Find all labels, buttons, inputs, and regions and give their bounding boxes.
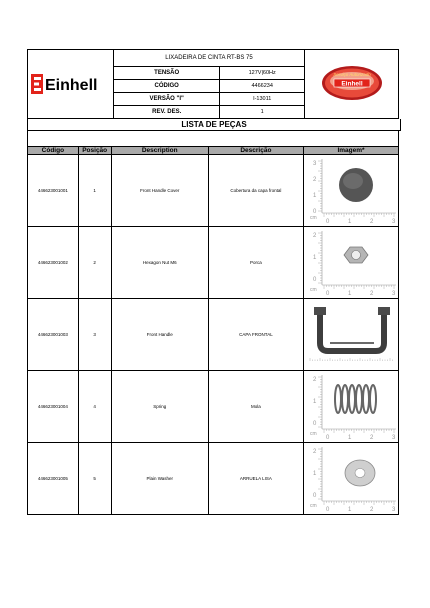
table-row <box>28 299 399 371</box>
part-description-en: Front Handle Cover <box>111 155 208 227</box>
header-table <box>27 49 399 119</box>
part-description-pt: Porca <box>208 227 303 299</box>
parts-header-row <box>28 147 399 155</box>
version-value: I-13011 <box>220 92 305 105</box>
logo-wordmark: Einhell <box>44 77 97 94</box>
svg-text:0: 0 <box>325 435 330 441</box>
svg-text:cm: cm <box>309 287 317 293</box>
svg-text:1: 1 <box>312 255 317 261</box>
svg-text:2: 2 <box>312 449 317 455</box>
svg-text:cm: cm <box>309 503 317 509</box>
cover-part-image <box>304 155 398 225</box>
voltage-label: TENSÃO <box>114 66 220 79</box>
svg-text:3: 3 <box>391 435 396 441</box>
logo-cell <box>28 50 114 119</box>
product-title: LIXADEIRA DE CINTA RT-BS 75 <box>114 50 305 67</box>
part-description-en: Spring <box>111 371 208 443</box>
part-code: 446623001004 <box>28 371 79 443</box>
part-image <box>303 227 398 299</box>
part-code: 446623001005 <box>28 443 79 515</box>
part-image <box>303 299 398 371</box>
spring-image <box>304 371 398 441</box>
svg-text:cm: cm <box>309 431 317 437</box>
svg-text:1: 1 <box>347 219 352 225</box>
svg-text:2: 2 <box>312 233 317 239</box>
front-handle-image <box>304 299 398 369</box>
revision-label: REV. DES. <box>114 105 220 118</box>
table-row <box>28 371 399 443</box>
svg-text:1: 1 <box>312 193 317 199</box>
einhell-logo <box>28 50 113 118</box>
part-description-en: Front Handle <box>111 299 208 371</box>
svg-text:1: 1 <box>347 507 352 513</box>
col-position: Posição <box>78 147 111 155</box>
table-row <box>28 227 399 299</box>
version-label: VERSÃO "I" <box>114 92 220 105</box>
part-position: 1 <box>78 155 111 227</box>
revision-value: 1 <box>220 105 305 118</box>
part-description-pt: Mola <box>208 371 303 443</box>
part-description-pt: Cobertura da capa frontal <box>208 155 303 227</box>
svg-text:0: 0 <box>312 277 317 283</box>
svg-text:1: 1 <box>312 399 317 405</box>
authorized-service-badge <box>305 50 399 119</box>
svg-text:3: 3 <box>312 161 317 167</box>
part-position: 3 <box>78 299 111 371</box>
svg-text:2: 2 <box>369 435 374 441</box>
svg-text:2: 2 <box>312 377 317 383</box>
part-position: 5 <box>78 443 111 515</box>
svg-text:1: 1 <box>347 291 352 297</box>
svg-text:0: 0 <box>312 421 317 427</box>
parts-sheet <box>27 49 399 515</box>
plain-washer-image <box>304 443 398 513</box>
part-description-en: Hexagon Nut M6 <box>111 227 208 299</box>
svg-text:Einhell: Einhell <box>340 80 363 88</box>
code-value: 4466234 <box>220 79 305 92</box>
table-row <box>28 155 399 227</box>
part-position: 2 <box>78 227 111 299</box>
svg-text:3: 3 <box>391 219 396 225</box>
part-image <box>303 371 398 443</box>
svg-text:1: 1 <box>312 471 317 477</box>
svg-text:0: 0 <box>312 493 317 499</box>
col-description-pt: Descrição <box>208 147 303 155</box>
svg-text:2: 2 <box>369 219 374 225</box>
col-description-en: Description <box>111 147 208 155</box>
part-code: 446623001002 <box>28 227 79 299</box>
svg-text:0: 0 <box>325 291 330 297</box>
hex-nut-image <box>304 227 398 297</box>
part-description-en: Plain Washer <box>111 443 208 515</box>
svg-text:2: 2 <box>312 177 317 183</box>
parts-list-title: LISTA DE PEÇAS <box>27 119 401 131</box>
part-description-pt: CAPA FRONTAL <box>208 299 303 371</box>
part-image <box>303 443 398 515</box>
part-description-pt: ARRUELA LISA <box>208 443 303 515</box>
spacer <box>27 131 399 146</box>
svg-text:Serviço Autorizado: Serviço Autorizado <box>332 72 371 77</box>
table-row <box>28 443 399 515</box>
col-code: Código <box>28 147 79 155</box>
parts-table <box>27 146 399 515</box>
svg-text:0: 0 <box>312 209 317 215</box>
svg-text:2: 2 <box>369 291 374 297</box>
svg-text:cm: cm <box>309 215 317 221</box>
col-image: Imagem* <box>303 147 398 155</box>
svg-text:0: 0 <box>325 507 330 513</box>
code-label: CÓDIGO <box>114 79 220 92</box>
svg-text:1: 1 <box>347 435 352 441</box>
svg-text:0: 0 <box>325 219 330 225</box>
part-image <box>303 155 398 227</box>
voltage-value: 127V|60Hz <box>220 66 305 79</box>
svg-text:3: 3 <box>391 291 396 297</box>
part-code: 446623001003 <box>28 299 79 371</box>
svg-text:2: 2 <box>369 507 374 513</box>
part-position: 4 <box>78 371 111 443</box>
part-code: 446623001001 <box>28 155 79 227</box>
svg-text:3: 3 <box>391 507 396 513</box>
